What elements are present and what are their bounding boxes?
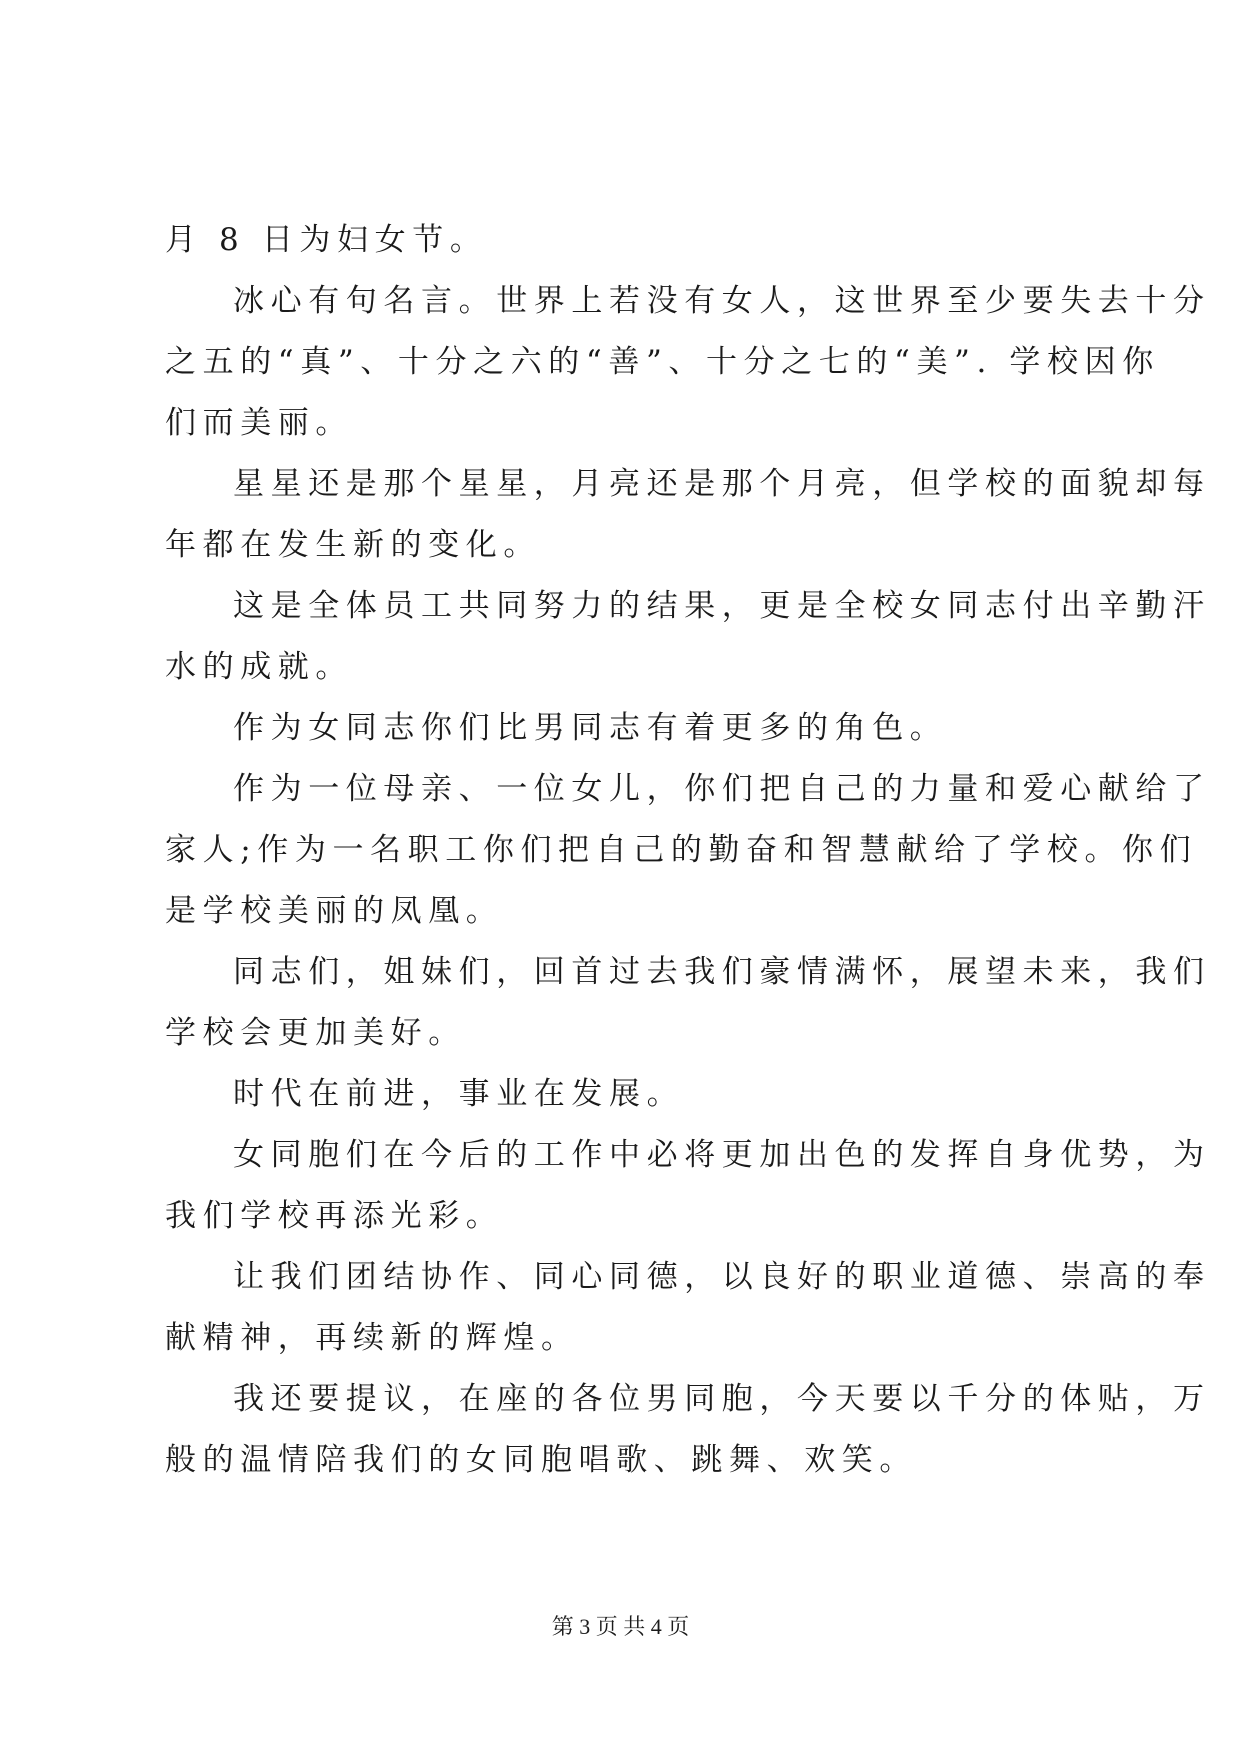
text-line: 我还要提议，在座的各位男同胞，今天要以千分的体贴，万 xyxy=(233,1381,1211,1417)
text-line: 年都在发生新的变化。 xyxy=(165,527,541,563)
text-line: 作为女同志你们比男同志有着更多的角色。 xyxy=(233,710,948,746)
text-line: 学校会更加美好。 xyxy=(165,1015,466,1051)
text-line: 之五的“真”、十分之六的“善”、十分之七的“美”. 学校因你 xyxy=(165,344,1160,380)
text-line: 们而美丽。 xyxy=(165,405,353,441)
text-line: 时代在前进，事业在发展。 xyxy=(233,1076,685,1112)
text-line: 星星还是那个星星，月亮还是那个月亮，但学校的面貌却每 xyxy=(233,466,1211,502)
text-line: 同志们，姐妹们，回首过去我们豪情满怀，展望未来，我们 xyxy=(233,954,1211,990)
text-line: 是学校美丽的凤凰。 xyxy=(165,893,504,929)
text-line: 冰心有句名言。世界上若没有女人，这世界至少要失去十分 xyxy=(233,283,1211,319)
document-body xyxy=(165,210,1211,1491)
text-line: 这是全体员工共同努力的结果，更是全校女同志付出辛勤汗 xyxy=(233,588,1211,624)
text-line: 女同胞们在今后的工作中必将更加出色的发挥自身优势，为 xyxy=(233,1137,1211,1173)
text-line: 水的成就。 xyxy=(165,649,353,685)
text-line: 献精神，再续新的辉煌。 xyxy=(165,1320,579,1356)
page-number-footer: 第 3 页 共 4 页 xyxy=(551,1614,690,1639)
text-line: 我们学校再添光彩。 xyxy=(165,1198,504,1234)
text-line: 作为一位母亲、一位女儿，你们把自己的力量和爱心献给了 xyxy=(233,771,1211,807)
text-line: 般的温情陪我们的女同胞唱歌、跳舞、欢笑。 xyxy=(165,1442,917,1478)
text-line: 让我们团结协作、同心同德，以良好的职业道德、崇高的奉 xyxy=(233,1259,1211,1295)
text-line: 家人;作为一名职工你们把自己的勤奋和智慧献给了学校。你们 xyxy=(165,832,1198,868)
text-line: 月 8 日为妇女节。 xyxy=(165,222,488,258)
